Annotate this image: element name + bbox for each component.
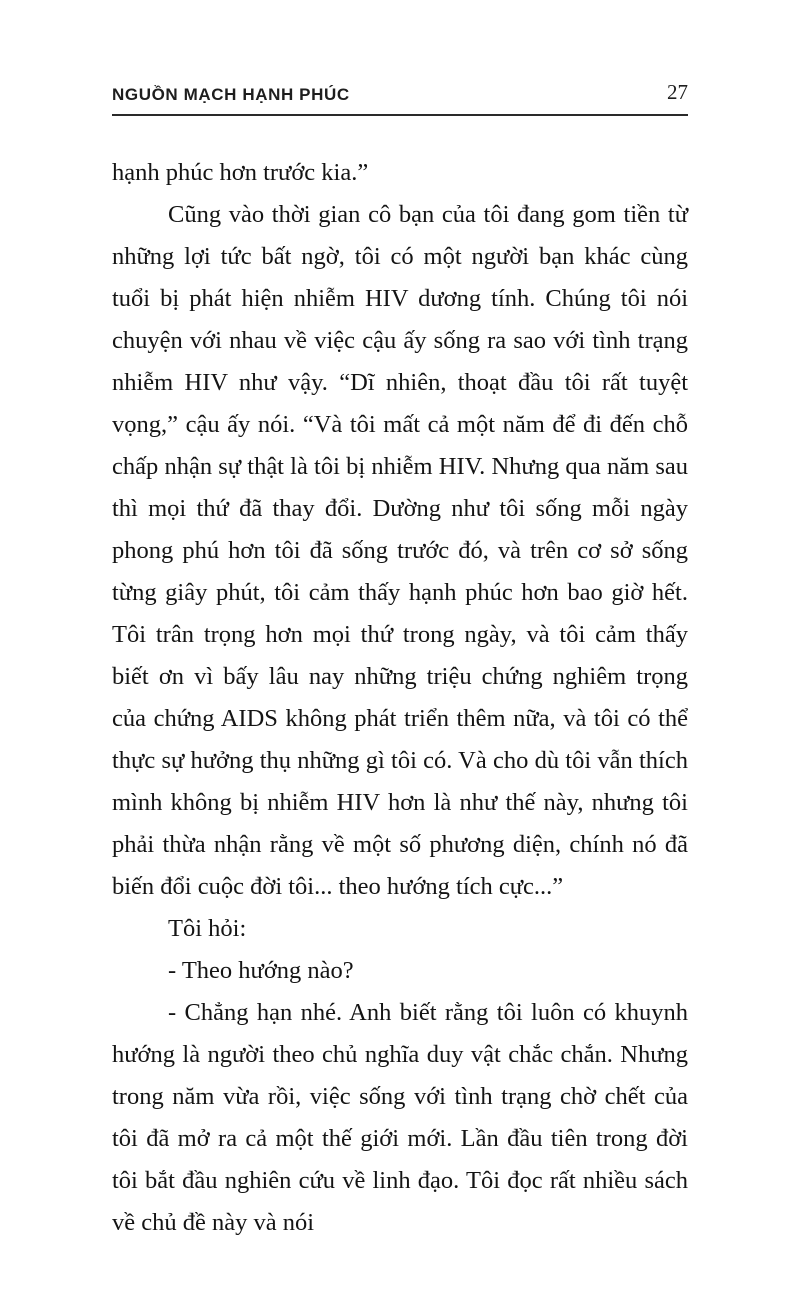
body-paragraph: Cũng vào thời gian cô bạn của tôi đang gom tiền từ những lợi tức bất ngờ, tôi có một người bạn khác cùng tuổi bị phát hiện nhiễm HIV dương tính. Chúng tôi nói chuyện với nhau về việc cậu ấy sống ra sao với tình trạng nhiễm HIV như vậy. “Dĩ nhiên, thoạt đầu tôi rất tuyệt vọng,” cậu ấy nói. “Và tôi mất cả một năm để đi đến chỗ chấp nhận sự thật là tôi bị nhiễm HIV. Nhưng qua năm sau thì mọi thứ đã thay đổi. Dường như tôi sống mỗi ngày phong phú hơn tôi đã sống trước đó, và trên cơ sở sống từng giây phút, tôi cảm thấy hạnh phúc hơn bao giờ hết. Tôi trân trọng hơn mọi thứ trong ngày, và tôi cảm thấy biết ơn vì bấy lâu nay những triệu chứng nghiêm trọng của chứng AIDS không phát triển thêm nữa, và tôi có thể thực sự hưởng thụ những gì tôi có. Và cho dù tôi vẫn thích mình không bị nhiễm HIV hơn là như thế này, nhưng tôi phải thừa nhận rằng về một số phương diện, chính nó đã biến đổi cuộc đời tôi... theo hướng tích cực...” xyxy=(112,201,688,900)
body-paragraph: Tôi hỏi: xyxy=(168,915,247,942)
body-paragraph: - Theo hướng nào? xyxy=(168,957,354,984)
running-title: NGUỒN MẠCH HẠNH PHÚC xyxy=(112,85,350,104)
page-number: 27 xyxy=(667,80,688,104)
body-paragraph: - Chẳng hạn nhé. Anh biết rằng tôi luôn có khuynh hướng là người theo chủ nghĩa duy vật chắc chắn. Nhưng trong năm vừa rồi, việc sống với tình trạng chờ chết của tôi đã mở ra cả một thế giới mới. Lần đầu tiên trong đời tôi bắt đầu nghiên cứu về linh đạo. Tôi đọc rất nhiều sách về chủ đề này và nói xyxy=(112,999,688,1236)
body-paragraph: hạnh phúc hơn trước kia.” xyxy=(112,159,369,186)
page-header xyxy=(112,80,688,116)
page-body xyxy=(112,152,688,1244)
